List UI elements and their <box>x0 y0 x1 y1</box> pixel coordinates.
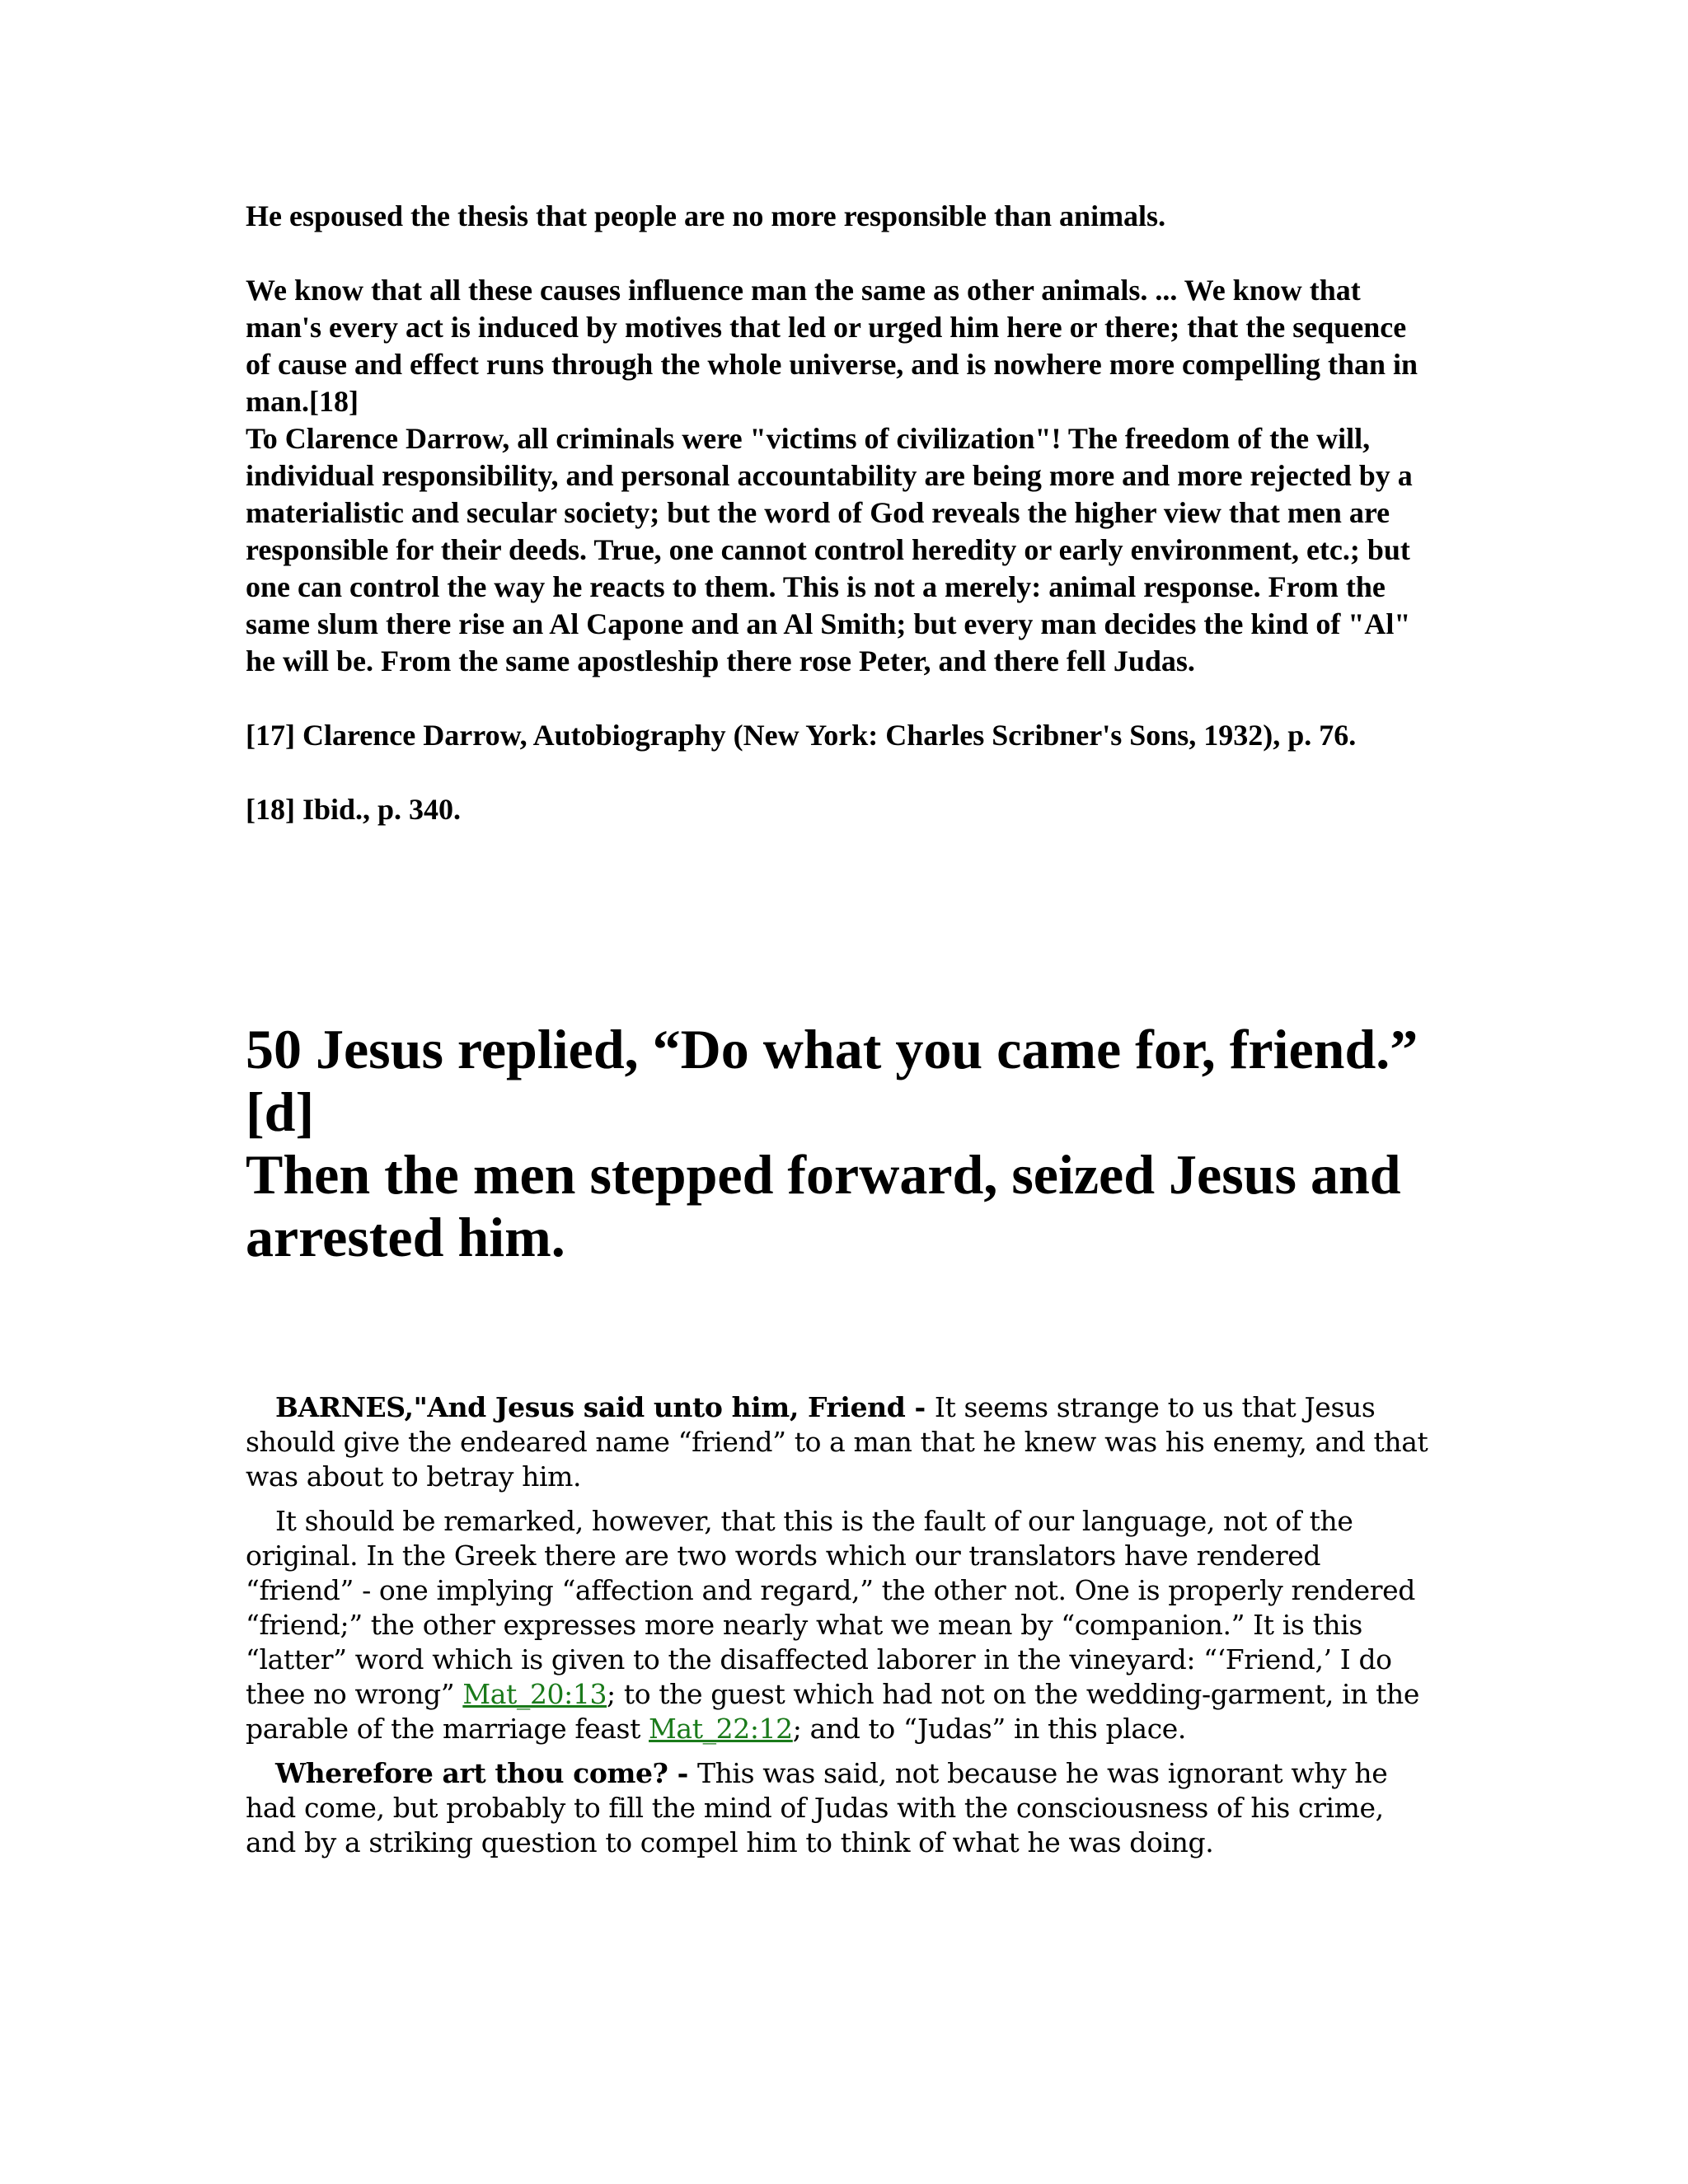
verse-line-2: Then the men stepped forward, seized Jesus and arrested him. <box>246 1143 1401 1268</box>
barnes-paragraph-3-text: This was said, not because he was ignorant why he had come, but probably to fill the mind of Judas with the consciousness of his crime, and by a striking question to compel him to think of what he was doing. <box>246 1757 1388 1858</box>
barnes-paragraph-1 <box>246 1390 1432 1494</box>
verse-footnote-marker: [d] <box>246 1080 315 1143</box>
thesis-paragraph: He espoused the thesis that people are no more responsible than animals. <box>246 199 1166 232</box>
barnes-paragraph-2-text-b: ; to the guest which had not on the wedding-garment, in the parable of the marriage feast <box>246 1678 1419 1745</box>
barnes-paragraph-2-text-c: ; and to “Judas” in this place. <box>792 1713 1186 1745</box>
barnes-paragraph-2 <box>246 1504 1432 1746</box>
footnote-18: [18] Ibid., p. 340. <box>246 793 462 826</box>
page-content <box>246 198 1432 1870</box>
verse-heading <box>246 1018 1432 1268</box>
barnes-question-heading: Wherefore art thou come? - <box>275 1757 697 1789</box>
barnes-paragraph-3 <box>246 1756 1432 1860</box>
darrow-quote: We know that all these causes influence man the same as other animals. ... We know that man's every act is induced by motives that led or urged him here or there; that the sequence of cause and effect runs through the whole universe, and is nowhere more compelling than in man.[18] <box>246 274 1418 418</box>
footnote-17: [17] Clarence Darrow, Autobiography (New York: Charles Scribner's Sons, 1932), p. 76. <box>246 719 1357 752</box>
commentary-paragraph: To Clarence Darrow, all criminals were "victims of civilization"! The freedom of the will, individual responsibility, and personal accountability are being more and more rejected by a materialistic and secular society; but the word of God reveals the higher view that men are responsible for their deeds. True, one cannot control heredity or early environment, etc.; but one can control the way he reacts to them. This is not a merely: animal response. From the same slum there rise an Al Capone and an Al Smith; but every man decides the kind of "Al" he will be. From the same apostleship there rose Peter, and there fell Judas. <box>246 422 1413 677</box>
barnes-lead-heading: BARNES,"And Jesus said unto him, Friend - <box>275 1391 935 1423</box>
verse-line-1: 50 Jesus replied, “Do what you came for, friend.” <box>246 1018 1418 1080</box>
scripture-link-mat-20-13[interactable]: Mat_20:13 <box>462 1678 607 1710</box>
scripture-link-mat-22-12[interactable]: Mat_22:12 <box>649 1713 793 1745</box>
barnes-paragraph-1-text: It seems strange to us that Jesus should give the endeared name “friend” to a man that he knew was his enemy, and that was about to betray him. <box>246 1391 1428 1493</box>
barnes-commentary <box>246 1390 1432 1860</box>
barnes-paragraph-2-text-a: It should be remarked, however, that this is the fault of our language, not of the original. In the Greek there are two words which our translators have rendered “friend” - one implying “affection and regard,” the other not. One is properly rendered “friend;” the other expresses more nearly what we mean by “companion.” It is this “latter” word which is given to the disaffected laborer in the vineyard: “‘Friend,’ I do thee no wrong” <box>246 1505 1415 1710</box>
